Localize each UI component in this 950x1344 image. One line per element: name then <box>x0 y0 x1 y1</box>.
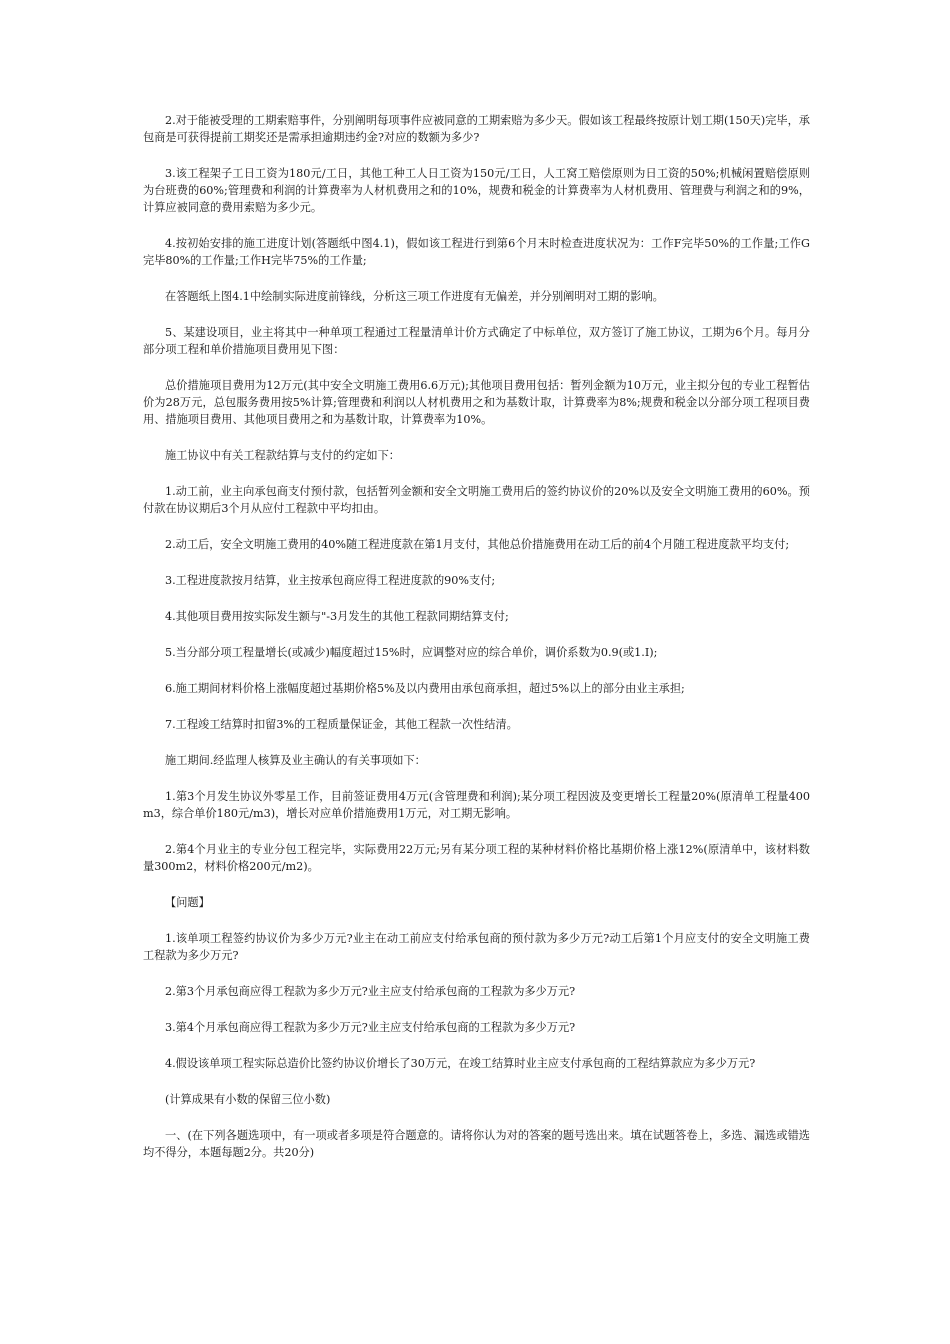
paragraph-section-one-instructions: 一、(在下列各题选项中，有一项或者多项是符合题意的。请将你认为对的答案的题号选出来。填在试题答卷上，多选、漏选或错选均不得分，本题每题2分。共20分) <box>143 1129 810 1159</box>
section-heading-questions: 【问题】 <box>165 896 210 909</box>
paragraph-claim-duration: 2.对于能被受理的工期索赔事件，分别阐明每项事件应被同意的工期索赔为多少天。假如该工程最终按原计划工期(150天)完毕，承包商是可获得提前工期奖还是需承担逾期违约金?对应的数额为多少? <box>143 114 810 144</box>
paragraph-question-3: 3.第4个月承包商应得工程款为多少万元?业主应支付给承包商的工程款为多少万元? <box>165 1021 576 1034</box>
paragraph-rule-7: 7.工程竣工结算时扣留3%的工程质量保证金，其他工程款一次性结清。 <box>165 718 518 731</box>
paragraph-total-price-measures: 总价措施项目费用为12万元(其中安全文明施工费用6.6万元);其他项目费用包括：暂列金额为10万元，业主拟分包的专业工程暂估价为28万元，总包服务费用按5%计算;管理费和利润以人材机费用之和为基数计取，计算费率为8%;规费和税金以分部分项工程项目费用、措施项目费用、其他项目费用之和为基数计取，计算费率为10%。 <box>143 379 810 426</box>
paragraph-rounding-note: (计算成果有小数的保留三位小数) <box>165 1093 331 1106</box>
paragraph-question-5-intro: 5、某建设项目，业主将其中一种单项工程通过工程量清单计价方式确定了中标单位，双方签订了施工协议，工期为6个月。每月分部分项工程和单价措施项目费用见下图： <box>143 326 810 356</box>
paragraph-rule-2: 2.动工后，安全文明施工费用的40%随工程进度款在第1月支付，其他总价措施费用在动工后的前4个月随工程进度款平均支付; <box>165 538 790 551</box>
paragraph-construction-events: 施工期间.经监理人核算及业主确认的有关事项如下： <box>165 754 426 767</box>
paragraph-question-4: 4.假设该单项工程实际总造价比签约协议价增长了30万元，在竣工结算时业主应支付承包商的工程结算款应为多少万元? <box>165 1057 756 1070</box>
paragraph-event-1: 1.第3个月发生协议外零星工作，目前签证费用4万元(含管理费和利润);某分项工程因波及变更增长工程量20%(原清单工程量400m3，综合单价180元/m3)，增长对应单价措施费用1万元，对工期无影响。 <box>143 790 810 820</box>
paragraph-rule-4: 4.其他项目费用按实际发生额与"-3月发生的其他工程款同期结算支付; <box>165 610 509 623</box>
paragraph-claim-cost: 3.该工程架子工日工资为180元/工日，其他工种工人日工资为150元/工日，人工窝工赔偿原则为日工资的50%;机械闲置赔偿原则为台班费的60%;管理费和利润的计算费率为人材机费用之和的10%，规费和税金的计算费率为人材机费用、管理费与利润之和的9%，计算应被同意的费用索赔为多少元。 <box>143 167 810 214</box>
paragraph-event-2: 2.第4个月业主的专业分包工程完毕，实际费用22万元;另有某分项工程的某种材料价格比基期价格上涨12%(原清单中，该材料数量300m2，材料价格200元/m2)。 <box>143 843 810 873</box>
paragraph-rule-6: 6.施工期间材料价格上涨幅度超过基期价格5%及以内费用由承包商承担，超过5%以上的部分由业主承担; <box>165 682 685 695</box>
paragraph-question-2: 2.第3个月承包商应得工程款为多少万元?业主应支付给承包商的工程款为多少万元? <box>165 985 576 998</box>
paragraph-rule-3: 3.工程进度款按月结算，业主按承包商应得工程进度款的90%支付; <box>165 574 496 587</box>
paragraph-progress-check: 4.按初始安排的施工进度计划(答题纸中图4.1)，假如该工程进行到第6个月末时检查进度状况为：工作F完毕50%的工作量;工作G完毕80%的工作量;工作H完毕75%的工作量; <box>143 237 810 267</box>
paragraph-question-1: 1.该单项工程签约协议价为多少万元?业主在动工前应支付给承包商的预付款为多少万元?动工后第1个月应支付的安全文明施工费工程款为多少万元? <box>143 932 810 962</box>
paragraph-frontline: 在答题纸上图4.1中绘制实际进度前锋线，分析这三项工作进度有无偏差，并分别阐明对工期的影响。 <box>165 290 664 303</box>
paragraph-rule-1: 1.动工前，业主向承包商支付预付款，包括暂列金额和安全文明施工费用后的签约协议价的20%以及安全文明施工费用的60%。预付款在协议期后3个月从应付工程款中平均扣由。 <box>143 485 810 515</box>
paragraph-payment-agreement: 施工协议中有关工程款结算与支付的约定如下： <box>165 449 400 462</box>
paragraph-rule-5: 5.当分部分项工程量增长(或减少)幅度超过15%时，应调整对应的综合单价，调价系数为0.9(或1.I); <box>165 646 658 659</box>
